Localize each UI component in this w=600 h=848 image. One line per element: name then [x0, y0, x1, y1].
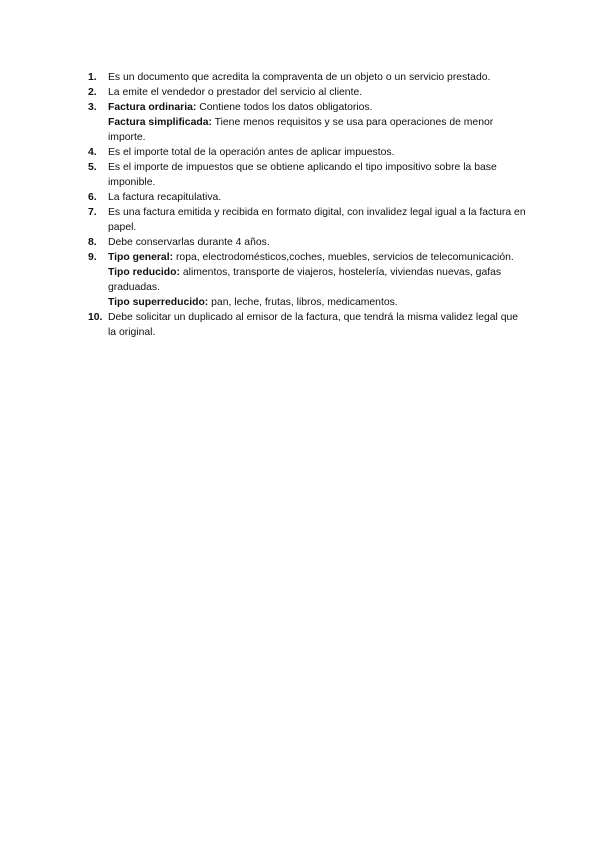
answer-item-8: [88, 235, 528, 250]
item-number: 3.: [88, 102, 97, 113]
answer-text: Debe solicitar un duplicado al emisor de la factura, que tendrá la misma validez legal que la original.: [108, 312, 519, 338]
answer-text: Tiene menos requisitos y se usa para operaciones de menor importe.: [108, 117, 494, 143]
term-label: Tipo reducido:: [108, 267, 180, 278]
item-number: 7.: [88, 207, 97, 218]
item-number: 4.: [88, 147, 97, 158]
answer-text: La factura recapitulativa.: [108, 192, 222, 203]
answer-item-5: [88, 160, 528, 190]
answer-item-4: [88, 145, 528, 160]
item-number: 9.: [88, 252, 97, 263]
term-label: Tipo superreducido:: [108, 297, 209, 308]
answer-text: ropa, electrodomésticos,coches, muebles, servicios de telecomunicación.: [173, 252, 514, 263]
answer-item-7: [88, 205, 528, 235]
item-number: 1.: [88, 72, 97, 83]
answer-item-3: [88, 100, 528, 145]
answer-line: [108, 100, 528, 115]
answer-text: Es el importe de impuestos que se obtiene aplicando el tipo impositivo sobre la base imponible.: [108, 162, 497, 188]
term-label: Tipo general:: [108, 252, 174, 263]
item-number: 6.: [88, 192, 97, 203]
answer-line: [108, 310, 528, 340]
item-number: 8.: [88, 237, 97, 248]
answer-line: [108, 235, 528, 250]
answer-item-9: [88, 250, 528, 310]
item-number: 2.: [88, 87, 97, 98]
answer-line: [108, 295, 528, 310]
answer-list: [88, 70, 528, 340]
answer-line: [108, 190, 528, 205]
answer-item-10: [88, 310, 528, 340]
answer-line: [108, 265, 528, 295]
answer-line: [108, 70, 528, 85]
term-label: Factura simplificada:: [108, 117, 212, 128]
answer-item-1: [88, 70, 528, 85]
answer-line: [108, 250, 528, 265]
answer-text: Es un documento que acredita la compraventa de un objeto o un servicio prestado.: [108, 72, 491, 83]
answer-line: [108, 85, 528, 100]
answer-text: pan, leche, frutas, libros, medicamentos.: [208, 297, 398, 308]
answer-line: [108, 145, 528, 160]
term-label: Factura ordinaria:: [108, 102, 197, 113]
answer-text: Contiene todos los datos obligatorios.: [196, 102, 373, 113]
answer-line: [108, 160, 528, 190]
answer-line: [108, 205, 528, 235]
item-number: 10.: [88, 312, 103, 323]
answer-text: alimentos, transporte de viajeros, hostelería, viviendas nuevas, gafas graduadas.: [108, 267, 502, 293]
answer-text: Es el importe total de la operación antes de aplicar impuestos.: [108, 147, 395, 158]
answer-line: [108, 115, 528, 145]
answer-text: La emite el vendedor o prestador del servicio al cliente.: [108, 87, 363, 98]
answer-item-6: [88, 190, 528, 205]
answer-text: Es una factura emitida y recibida en formato digital, con invalidez legal igual a la factura en papel.: [108, 207, 526, 233]
item-number: 5.: [88, 162, 97, 173]
answer-item-2: [88, 85, 528, 100]
answer-text: Debe conservarlas durante 4 años.: [108, 237, 270, 248]
